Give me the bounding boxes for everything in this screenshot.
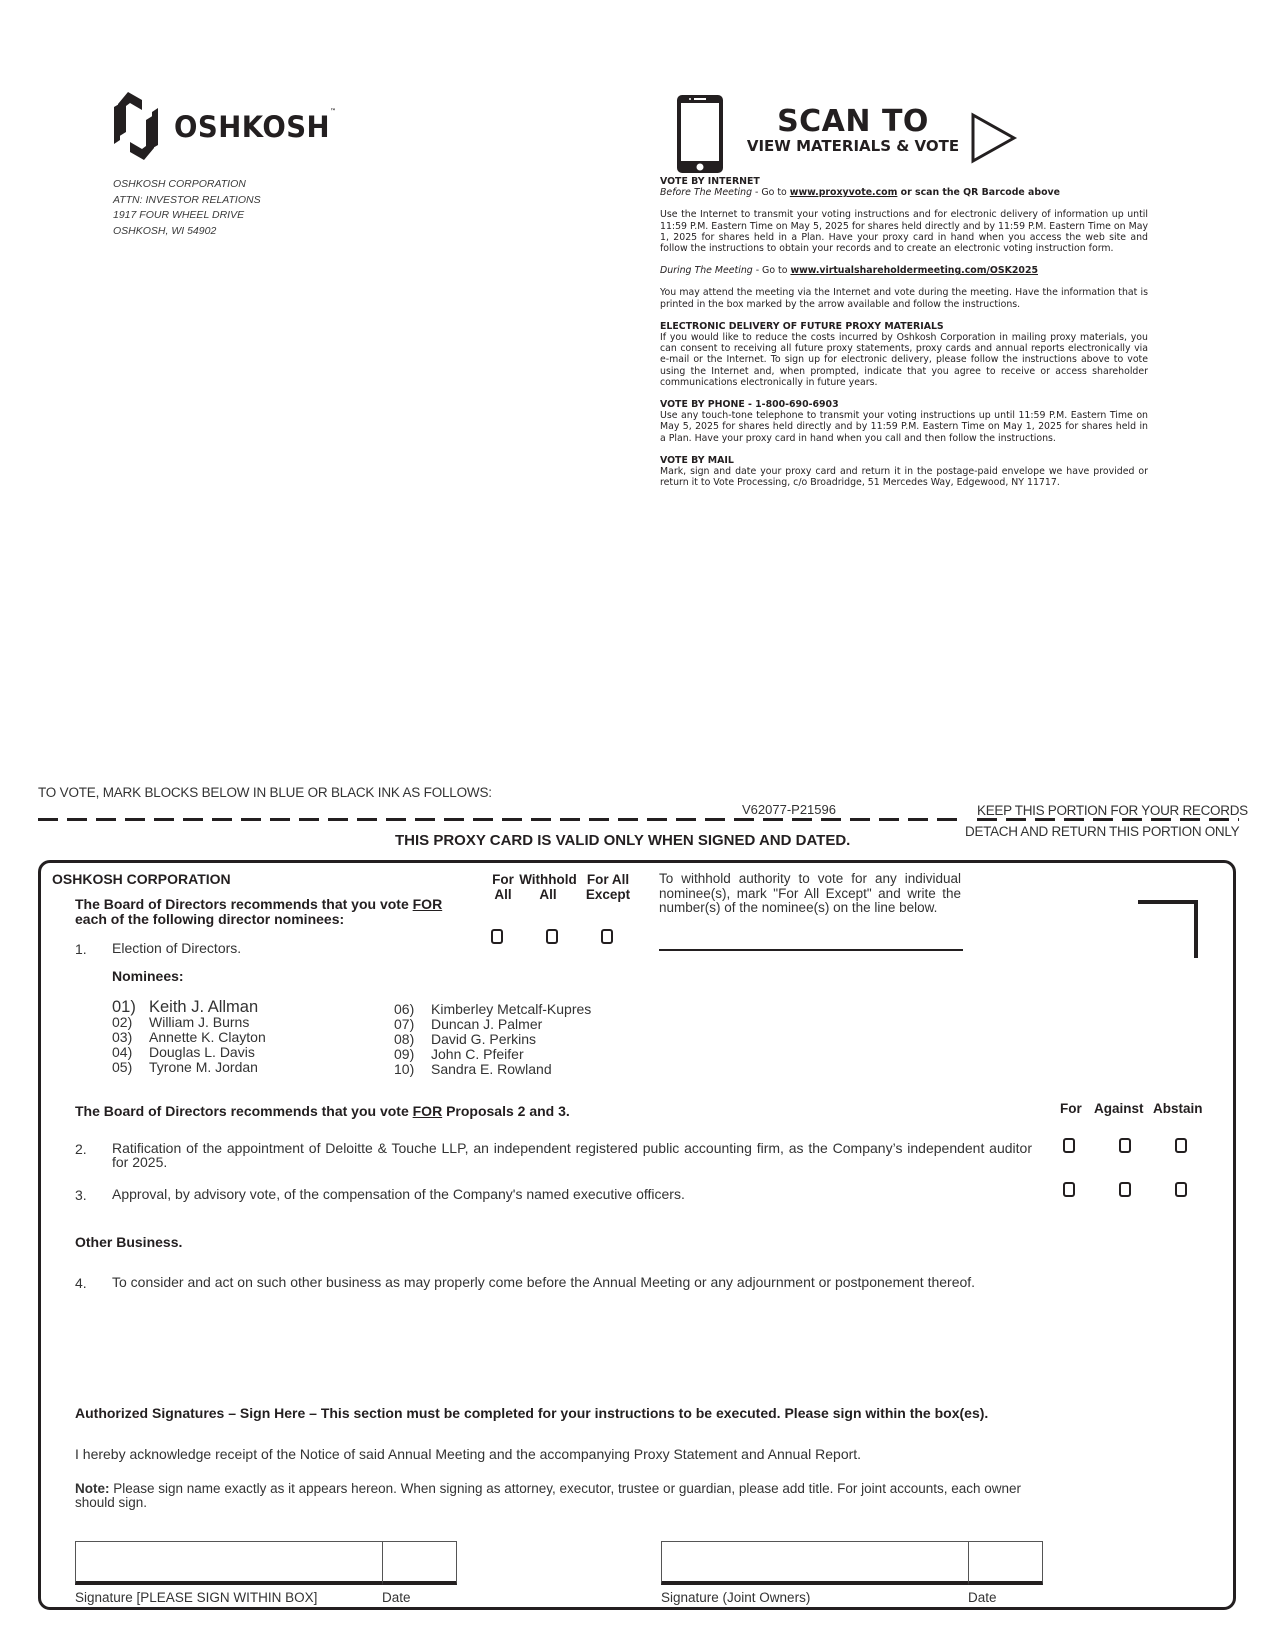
withhold-instruction: To withhold authority to vote for any individual nominee(s), mark "For All Except" and write the number(s) of the nominee(s) on the line below.: [659, 871, 961, 915]
nominees-heading: Nominees:: [112, 968, 184, 984]
for-all-checkbox[interactable]: [491, 929, 503, 944]
item-number: 4.: [75, 1275, 87, 1291]
item-number: 3.: [75, 1187, 87, 1203]
signing-note: Note: Please sign name exactly as it appears hereon. When signing as attorney, executor, trustee or guardian, please add title. For joint accounts, each owner should sign.: [75, 1481, 1022, 1510]
col-withhold-all: Withhold All: [519, 872, 577, 902]
detach-dashed-line-right: [977, 818, 1239, 821]
vote-by-phone-heading: VOTE BY PHONE - 1-800-690-6903: [660, 399, 839, 411]
item-number: 1.: [75, 941, 87, 957]
address-line: 1917 FOUR WHEEL DRIVE: [113, 209, 245, 222]
signature-label: Signature [PLEASE SIGN WITHIN BOX]: [75, 1590, 318, 1605]
registration-corner-mark: [1138, 900, 1198, 958]
nominee: 03) Annette K. Clayton: [112, 1029, 266, 1045]
control-number: V62077-P21596: [742, 802, 836, 817]
electronic-delivery-heading: ELECTRONIC DELIVERY OF FUTURE PROXY MATERIALS: [660, 320, 944, 332]
nominees-right-column: [394, 1002, 591, 1077]
item-number: 2.: [75, 1141, 87, 1157]
scan-to-vote-heading: SCAN TO VIEW MATERIALS & VOTE: [746, 104, 960, 155]
nominee: 04) Douglas L. Davis: [112, 1044, 255, 1060]
keep-portion-label: KEEP THIS PORTION FOR YOUR RECORDS: [977, 803, 1248, 818]
voting-instructions: VOTE BY INTERNET Before The Meeting - Go to www.proxyvote.com or scan the QR Barcode above Use the Internet to transmit your voting instructions and for electronic delivery of information up until 11:59 P.M. Eastern Time on May 5, 2025 for shares held directly and by 11:59 P.M. Eastern Time on May 1, 2025 for shares held in a Plan. Have your proxy card in hand when you access the web site and follow the instructions to obtain your records and to create an electronic voting instruction form. During The Meeting - Go to www.virtualshareholdermeeting.com/OSK2025 You may attend the meeting via the Internet and vote during the meeting. Have the information that is printed in the box marked by the arrow available and follow the instructions. ELECTRONIC DELIVERY OF FUTURE PROXY MATERIALS If you would like to reduce the costs incurred by Oshkosh Corporation in mailing proxy materials, you can consent to receiving all future proxy statements, proxy cards and annual reports electronically via e-mail or the Internet. To sign up for electronic delivery, please follow the instructions above to vote using the Internet and, when prompted, indicate that you agree to receive or access shareholder communications electronically in future years. VOTE BY PHONE - 1-800-690-6903 Use any touch-tone telephone to transmit your voting instructions up until 11:59 P.M. Eastern Time on May 5, 2025 for shares held directly and by 11:59 P.M. Eastern Time on May 1, 2025 for shares held in a Plan. Have your proxy card in hand when you call and then follow the instructions. VOTE BY MAIL Mark, sign and date your proxy card and return it in the postage-paid envelope we have provided or return it to Vote Processing, c/o Broadridge, 51 Mercedes Way, Edgewood, NY 11717.: [660, 176, 1148, 489]
virtual-meeting-link[interactable]: www.virtualshareholdermeeting.com/OSK2025: [790, 265, 1039, 277]
proposal-2-against-checkbox[interactable]: [1119, 1138, 1131, 1153]
validity-notice: THIS PROXY CARD IS VALID ONLY WHEN SIGNED AND DATED.: [395, 832, 851, 849]
nominee: 05) Tyrone M. Jordan: [112, 1059, 258, 1075]
other-business-text: To consider and act on such other business as may properly come before the Annual Meeting or any adjournment or postponement thereof.: [112, 1274, 976, 1290]
col-for: For: [1060, 1101, 1082, 1116]
smartphone-icon: [676, 94, 724, 179]
col-against: Against: [1094, 1101, 1144, 1116]
joint-date-label: Date: [968, 1590, 997, 1605]
company-name: OSHKOSH CORPORATION: [52, 871, 231, 887]
nominee: 01) Keith J. Allman: [112, 998, 259, 1016]
nominee: 02) William J. Burns: [112, 1014, 250, 1030]
director-recommendation: The Board of Directors recommends that you vote FOR each of the following director nominees:: [75, 896, 443, 927]
mail-body: Mark, sign and date your proxy card and return it in the postage-paid envelope we have provided or return it to Vote Processing, c/o Broadridge, 51 Mercedes Way, Edgewood, NY 11717.: [660, 466, 1148, 489]
for-all-except-checkbox[interactable]: [601, 929, 613, 944]
proposals-recommendation: The Board of Directors recommends that you vote FOR Proposals 2 and 3.: [75, 1103, 570, 1119]
proposal-2-abstain-checkbox[interactable]: [1175, 1138, 1187, 1153]
detach-dashed-line: [38, 818, 958, 821]
col-for-all-except: For All Except: [585, 872, 631, 902]
return-address: [113, 177, 261, 239]
mark-instruction: TO VOTE, MARK BLOCKS BELOW IN BLUE OR BLACK INK AS FOLLOWS:: [38, 785, 492, 800]
logo-wordmark: OSHKOSH™: [174, 108, 337, 144]
signature-box[interactable]: [75, 1541, 383, 1585]
col-abstain: Abstain: [1153, 1101, 1203, 1116]
address-line: ATTN: INVESTOR RELATIONS: [113, 193, 261, 206]
nominee: 08) David G. Perkins: [394, 1031, 537, 1047]
phone-body: Use any touch-tone telephone to transmit your voting instructions up until 11:59 P.M. Eastern Time on May 5, 2025 for shares held directly and by 11:59 P.M. Eastern Time on May 1, 2025 for shares held in a Plan. Have your proxy card in hand when you call and then follow the instructions.: [660, 410, 1148, 444]
during-body: You may attend the meeting via the Internet and vote during the meeting. Have the information that is printed in the box marked by the arrow available and follow the instructions.: [660, 287, 1148, 310]
oshkosh-mark-icon: [112, 92, 160, 160]
oshkosh-logo: [112, 92, 337, 162]
date-box[interactable]: [382, 1541, 457, 1585]
nominee: 06) Kimberley Metcalf-Kupres: [394, 1001, 592, 1017]
address-line: OSHKOSH, WI 54902: [113, 224, 217, 237]
date-label: Date: [382, 1590, 411, 1605]
except-nominee-line[interactable]: [659, 949, 963, 951]
vote-by-mail-heading: VOTE BY MAIL: [660, 454, 734, 466]
proposal-3-for-checkbox[interactable]: [1063, 1182, 1075, 1197]
joint-date-box[interactable]: [968, 1541, 1043, 1585]
internet-body: Use the Internet to transmit your voting instructions and for electronic delivery of information up until 11:59 P.M. Eastern Time on May 5, 2025 for shares held directly and by 11:59 P.M. Eastern Time on May 1, 2025 for shares held in a Plan. Have your proxy card in hand when you access the web site and follow the instructions to obtain your records and to create an electronic voting instruction form.: [660, 209, 1148, 255]
proposal-2-text: Ratification of the appointment of Deloitte & Touche LLP, an independent registered public accounting firm, as the Company’s independent auditor for 2025.: [112, 1140, 1032, 1170]
acknowledgement: I hereby acknowledge receipt of the Notice of said Annual Meeting and the accompanying Proxy Statement and Annual Report.: [75, 1446, 862, 1462]
nominee: 10) Sandra E. Rowland: [394, 1061, 552, 1077]
vote-by-internet-heading: VOTE BY INTERNET: [660, 176, 760, 187]
play-arrow-icon: [970, 112, 1018, 169]
proposal-3-against-checkbox[interactable]: [1119, 1182, 1131, 1197]
nominee: 07) Duncan J. Palmer: [394, 1016, 543, 1032]
col-for-all: For All: [492, 872, 514, 902]
address-line: OSHKOSH CORPORATION: [113, 178, 246, 190]
election-of-directors: Election of Directors.: [112, 940, 242, 956]
electronic-delivery-body: If you would like to reduce the costs incurred by Oshkosh Corporation in mailing proxy materials, you can consent to receiving all future proxy statements, proxy cards and annual reports electronically via e-mail or the Internet. To sign up for electronic delivery, please follow the instructions above to vote using the Internet and, when prompted, indicate that you agree to receive or access shareholder communications electronically in future years.: [660, 332, 1148, 388]
proposal-3-abstain-checkbox[interactable]: [1175, 1182, 1187, 1197]
proposal-3-text: Approval, by advisory vote, of the compensation of the Company's named executive officers.: [112, 1186, 685, 1202]
proposal-2-for-checkbox[interactable]: [1063, 1138, 1075, 1153]
other-business-heading: Other Business.: [75, 1234, 183, 1250]
authorized-signatures-heading: Authorized Signatures – Sign Here – This section must be completed for your instructions to be executed. Please sign within the box(es).: [75, 1405, 989, 1421]
detach-portion-label: DETACH AND RETURN THIS PORTION ONLY: [965, 824, 1240, 839]
joint-signature-label: Signature (Joint Owners): [661, 1590, 811, 1605]
nominees-left-column: [112, 1000, 266, 1075]
proxyvote-link[interactable]: www.proxyvote.com: [789, 187, 898, 199]
joint-signature-box[interactable]: [661, 1541, 969, 1585]
withhold-all-checkbox[interactable]: [546, 929, 558, 944]
nominee: 09) John C. Pfeifer: [394, 1046, 524, 1062]
